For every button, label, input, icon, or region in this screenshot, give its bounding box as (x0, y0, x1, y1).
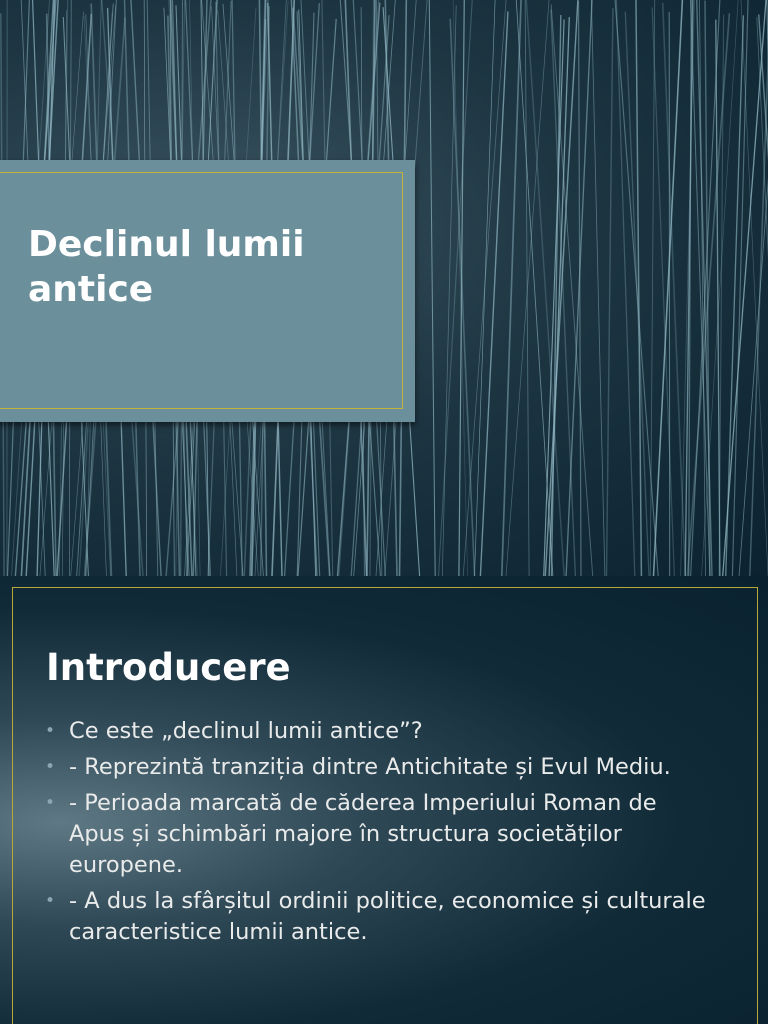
background-line (429, 0, 435, 576)
bullet-item (44, 716, 714, 747)
background-line (663, 3, 686, 576)
background-line (654, 0, 684, 576)
bullet-dot-icon: • (45, 757, 56, 777)
bullet-list (44, 716, 714, 953)
background-line (681, 0, 695, 576)
background-line (591, 0, 605, 576)
bullet-dot-icon: • (45, 891, 56, 911)
title-box (0, 160, 415, 422)
bullet-item (44, 752, 714, 783)
bullet-dot-icon: • (45, 793, 56, 813)
bullet-text: - Perioada marcată de căderea Imperiului Roman de Apus și schimbări majore în structura societăților europene. (69, 790, 657, 878)
bullet-item (44, 886, 714, 948)
background-line (652, 8, 674, 577)
background-line (450, 19, 474, 576)
bullet-text: Ce este „declinul lumii antice”? (69, 718, 423, 744)
background-line (526, 0, 565, 576)
bullet-text: - A dus la sfârșitul ordinii politice, economice și culturale caracteristice lumii antice. (69, 888, 706, 945)
background-line (463, 0, 507, 576)
background-line (616, 0, 635, 576)
slide-heading: Introducere (46, 646, 291, 689)
bullet-item (44, 788, 714, 881)
bullet-dot-icon: • (45, 721, 56, 741)
background-line (650, 0, 654, 576)
slide-title: Declinul lumii antice (28, 224, 305, 310)
intro-slide (0, 576, 768, 1024)
background-line (607, 8, 613, 576)
bullet-text: - Reprezintă tranziția dintre Antichitate și Evul Mediu. (69, 754, 671, 780)
background-line (525, 0, 529, 576)
background-line (439, 0, 473, 576)
background-line (506, 0, 550, 576)
background-line (669, 12, 670, 576)
